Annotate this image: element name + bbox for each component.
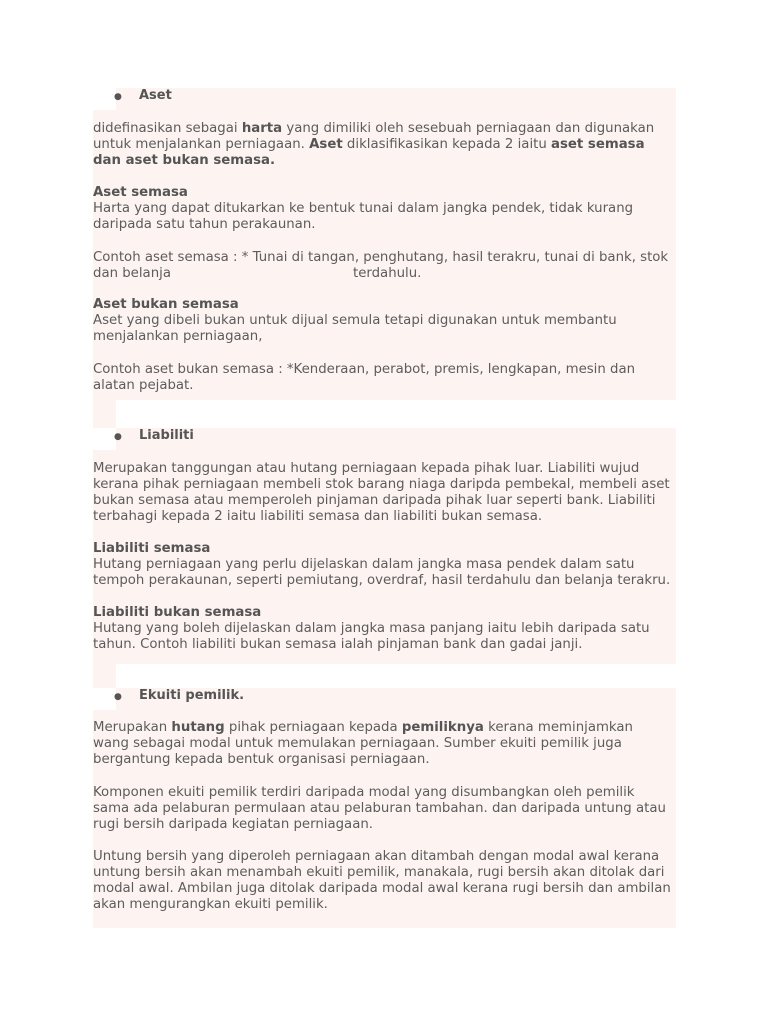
ekuiti-paragraph-3 — [93, 849, 673, 913]
section-title-ekuiti: Ekuiti pemilik. — [139, 688, 245, 703]
aset-semasa-definition: Harta yang dapat ditukarkan ke bentuk tunai dalam jangka pendek, tidak kurang daripada satu tahun perakaunan. — [93, 201, 634, 232]
subheading-liabiliti-semasa: Liabiliti semasa — [93, 541, 211, 556]
aset-bukan-semasa-example — [93, 362, 673, 394]
ekuiti-paragraph-2 — [93, 785, 673, 833]
aset-semasa-example — [93, 250, 673, 282]
ekuiti-p1-text: Merupakan — [93, 720, 172, 735]
bullet-icon: ● — [114, 92, 122, 102]
aset-intro-text: didefinasikan sebagai — [93, 121, 242, 136]
liabiliti-semasa-block — [93, 541, 673, 589]
aset-semasa-example-tail: terdahulu. — [352, 266, 422, 281]
subheading-aset-semasa: Aset semasa — [93, 185, 188, 200]
bullet-icon: ● — [114, 432, 122, 442]
aset-bukan-semasa-block — [93, 297, 673, 345]
aset-intro-text: diklasifikasikan kepada 2 iaitu — [342, 137, 552, 152]
term-aset-classes: aset semasa dan aset bukan semasa. — [93, 137, 645, 168]
liabiliti-intro — [93, 461, 673, 525]
bullet-icon: ● — [114, 692, 122, 702]
highlight-block-aset — [116, 88, 676, 110]
ekuiti-p2-text: Komponen ekuiti pemilik terdiri daripada modal yang disumbangkan oleh pemilik sama ada pelaburan permulaan atau pelaburan tambahan. dan daripada untung atau rugi bersih daripada kegiatan perniagaan. — [93, 785, 666, 832]
aset-intro — [93, 121, 673, 169]
ekuiti-paragraph-1 — [93, 720, 673, 768]
section-title-aset: Aset — [139, 88, 172, 103]
aset-bukan-semasa-definition: Aset yang dibeli bukan untuk dijual semula tetapi digunakan untuk membantu menjalankan perniagaan, — [93, 313, 617, 344]
highlight-block-liabiliti — [116, 428, 676, 450]
term-harta: harta — [241, 121, 283, 136]
ekuiti-p1-text: pihak perniagaan kepada — [224, 720, 402, 735]
term-aset: Aset — [309, 137, 343, 152]
liabiliti-intro-text: Merupakan tanggungan atau hutang perniagaan kepada pihak luar. Liabiliti wujud kerana pihak perniagaan membeli stok barang niaga daripda pembekal, membeli aset bukan semasa atau memperoleh pinjaman daripada pihak luar seperti bank. Liabiliti terbahagi kepada 2 iaitu liabiliti semasa dan liabiliti bukan semasa. — [93, 461, 670, 524]
aset-semasa-example-text: Contoh aset semasa : * Tunai di tangan, penghutang, hasil terakru, tunai di bank, stok dan belanja — [93, 250, 669, 281]
aset-semasa-block — [93, 185, 673, 233]
liabiliti-bukan-semasa-definition: Hutang yang boleh dijelaskan dalam jangka masa panjang iaitu lebih daripada satu tahun. Contoh liabiliti bukan semasa ialah pinjaman bank dan gadai janji. — [93, 621, 650, 652]
aset-intro-text: yang dimiliki oleh sesebuah perniagaan dan digunakan untuk menjalankan perniagaan. — [93, 121, 655, 152]
aset-bukan-semasa-example-text: Contoh aset bukan semasa : *Kenderaan, perabot, premis, lengkapan, mesin dan alatan pejabat. — [93, 362, 636, 393]
liabiliti-semasa-definition: Hutang perniagaan yang perlu dijelaskan dalam jangka masa pendek dalam satu tempoh perakaunan, seperti pemiutang, overdraf, hasil terdahulu dan belanja terakru. — [93, 557, 671, 588]
term-pemiliknya: pemiliknya — [401, 720, 484, 735]
term-hutang: hutang — [171, 720, 225, 735]
ekuiti-p3-text: Untung bersih yang diperoleh perniagaan akan ditambah dengan modal awal kerana untung bersih akan menambah ekuiti pemilik, manakala, rugi bersih akan ditolak dari modal awal. Ambilan juga ditolak daripada modal awal kerana rugi bersih dan ambilan akan mengurangkan ekuiti pemilik. — [93, 849, 671, 912]
section-title-liabiliti: Liabiliti — [139, 428, 194, 443]
ekuiti-p1-text: kerana meminjamkan wang sebagai modal untuk memulakan perniagaan. Sumber ekuiti pemilik juga bergantung kepada bentuk organisasi perniagaan. — [93, 720, 633, 767]
highlight-block-ekuiti-tab — [93, 664, 116, 688]
subheading-liabiliti-bukan-semasa: Liabiliti bukan semasa — [93, 605, 262, 620]
liabiliti-bukan-semasa-block — [93, 605, 673, 653]
subheading-aset-bukan-semasa: Aset bukan semasa — [93, 297, 239, 312]
